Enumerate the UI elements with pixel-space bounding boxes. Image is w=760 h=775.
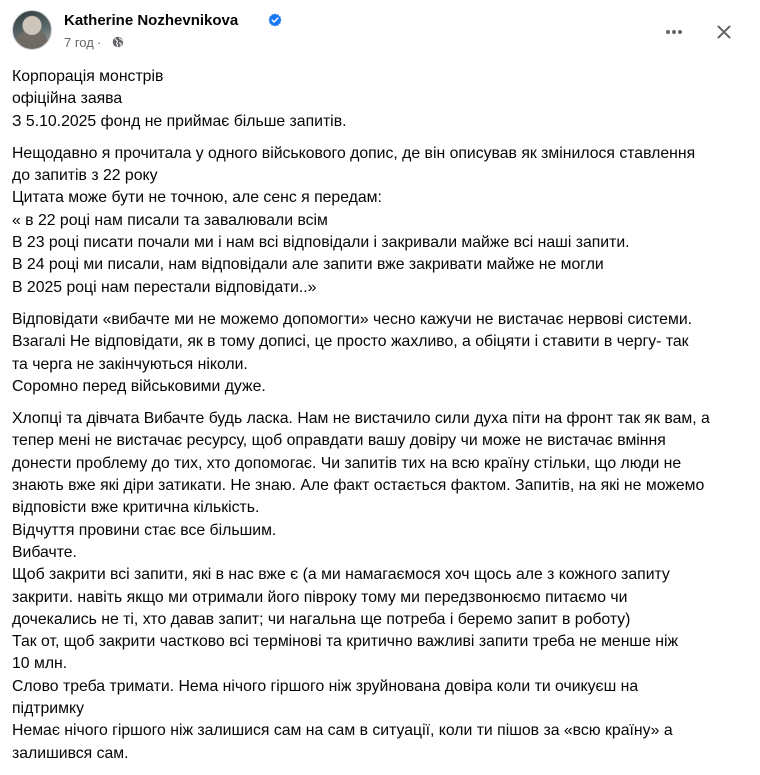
post-paragraph [12, 143, 752, 299]
post-text-line: « в 22 році нам писали та завалювали всім [12, 211, 328, 229]
more-dots-icon [664, 22, 684, 42]
post-text-line: закрити. навіть якщо ми отримали його півроку тому ми передзвонюємо питаємо чи [12, 588, 628, 606]
post-text-line: Цитата може бути не точною, але сенс я передам: [12, 189, 382, 207]
post-text-line: З 5.10.2025 фонд не приймає більше запитів. [12, 112, 347, 130]
author-name[interactable]: Katherine Nozhevnikova [64, 12, 239, 29]
post-text-line: Щоб закрити всі запити, які в нас вже є (а ми намагаємося хоч щось але з кожного запиту [12, 566, 670, 584]
post-text-line: дочекались не ті, хто давав запит; чи нагальна ще потреба і беремо запит в роботу) [12, 610, 631, 628]
post-timestamp[interactable]: 7 год [64, 35, 94, 50]
post-text-line: та черга не закінчуються ніколи. [12, 355, 248, 373]
post-text-line: залишився сам. [12, 744, 129, 762]
globe-icon[interactable] [112, 36, 124, 48]
close-post-button[interactable] [706, 14, 742, 50]
post-text-line: підтримку [12, 700, 84, 718]
post-text-line: офіційна заява [12, 90, 123, 108]
post-paragraph [12, 408, 752, 765]
post-text-line: Відчуття провини стає все більшим. [12, 521, 277, 539]
post-text-line: В 2025 році нам перестали відповідати..» [12, 278, 317, 296]
post-text-line: до запитів з 22 року [12, 167, 158, 185]
close-icon [714, 22, 734, 42]
post-text-line: Так от, щоб закрити частково всі термінові та критично важливі запити треба не менше ніж [12, 633, 679, 651]
post-text-line: Хлопці та дівчата Вибачте будь ласка. Нам не вистачило сили духа піти на фронт так як вам, а [12, 410, 710, 428]
more-options-button[interactable] [656, 14, 692, 50]
post-paragraph [12, 66, 752, 133]
post-text-line: Відповідати «вибачте ми не можемо допомогти» чесно кажучи не вистачає нервові системи. [12, 310, 693, 328]
post-text-line: Соромно перед військовими дуже. [12, 377, 266, 395]
post-text-line: тепер мені не вистачає ресурсу, щоб оправдати вашу довіру чи може не вистачає вміння [12, 432, 666, 450]
author-avatar[interactable] [12, 10, 52, 50]
post-body [12, 66, 752, 775]
post-text-line: В 24 році ми писали, нам відповідали але запити вже закривати майже не могли [12, 256, 604, 274]
post-text-line: донести проблему до тих, хто допомогає. Чи запитів тих на всю країну стільки, що люди не [12, 454, 682, 472]
post-text-line: знають вже які діри затикати. Не знаю. Але факт остається фактом. Запитів, на які не можемо [12, 477, 705, 495]
post-paragraph [12, 309, 752, 398]
verified-badge-icon [268, 13, 282, 27]
post-text-line: Нещодавно я прочитала у одного військового допис, де він описував як змінилося ставлення [12, 144, 696, 162]
post-meta [64, 35, 104, 50]
post-text-line: Немає нічого гіршого ніж залишися сам на сам в ситуації, коли ти пішов за «всю країну» а [12, 722, 673, 740]
post-header [12, 10, 748, 54]
post-text-line: Взагалі Не відповідати, як в тому дописі, це просто жахливо, а обіцяти і ставити в чергу- так [12, 333, 689, 351]
post-text-line: Слово треба тримати. Нема нічого гіршого ніж зруйнована довіра коли ти очикуєш на [12, 677, 639, 695]
post-text-line: відповісти вже критична кількість. [12, 499, 260, 517]
meta-separator: · [96, 35, 102, 50]
post-text-line: Вибачте. [12, 543, 77, 561]
post-text-line: 10 млн. [12, 655, 68, 673]
post-text-line: Корпорація монстрів [12, 68, 164, 85]
post-text-line: В 23 році писати почали ми і нам всі відповідали і закривали майже всі наші запити. [12, 234, 630, 252]
